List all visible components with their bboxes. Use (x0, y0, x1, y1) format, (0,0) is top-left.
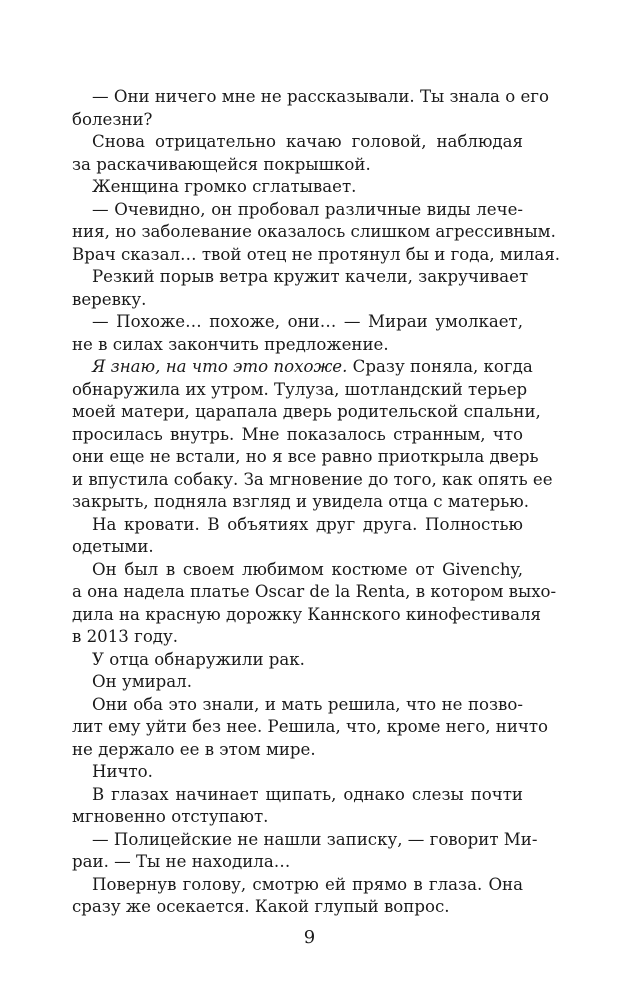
paragraph (72, 356, 553, 514)
text-line: просилась внутрь. Мне показалось странным, что (72, 424, 523, 444)
text-line: Женщина громко сглатывает. (92, 177, 357, 196)
text-line: ния, но заболевание оказалось слишком агрессивным. (72, 222, 556, 241)
text-line: веревку. (72, 289, 147, 309)
paragraph (92, 761, 523, 784)
text-line: раи. — Ты не находила… (72, 852, 291, 871)
paragraph (72, 266, 529, 311)
paragraph (72, 559, 557, 649)
text-line: они еще не встали, но я все равно приоткрыла дверь (72, 447, 539, 466)
text-line: сразу же осекается. Какой глупый вопрос. (72, 897, 450, 916)
paragraph (72, 829, 538, 874)
paragraph (92, 671, 523, 694)
text-line: Врач сказал… твой отец не протянул бы и года, милая. (72, 244, 561, 264)
paragraph (72, 199, 561, 267)
text-line: — Они ничего мне не рассказывали. Ты знала о его (92, 87, 549, 106)
text-line: мгновенно отступают. (72, 807, 269, 826)
text-line: в 2013 году. (72, 627, 179, 646)
paragraph (72, 514, 523, 559)
paragraph (92, 649, 523, 672)
page-number: 9 (303, 927, 316, 948)
text-line: обнаружила их утром. Тулуза, шотландский терьер (72, 379, 528, 399)
text-line: не держало ее в этом мире. (72, 739, 316, 759)
text-line: Ничто. (92, 762, 153, 781)
text-line: Резкий порыв ветра кружит качели, закручивает (92, 267, 529, 286)
text-line: Они оба это знали, и мать решила, что не позво- (92, 694, 523, 714)
text-line: У отца обнаружили рак. (92, 649, 305, 669)
text-line: и впустила собаку. За мгновение до того, как опять ее (72, 469, 553, 489)
paragraph (72, 311, 523, 356)
text-line: закрыть, подняла взгляд и увидела отца с матерью. (72, 492, 530, 511)
text-line: Я знаю, на что это похоже. Сразу поняла, когда (92, 357, 533, 376)
text-line: — Похоже… похоже, они… — Мираи умолкает, (92, 312, 523, 331)
paragraph (72, 874, 523, 919)
text-line: лит ему уйти без нее. Решила, что, кроме него, ничто (72, 717, 549, 736)
text-line: В глазах начинает щипать, однако слезы почти (92, 784, 523, 804)
text-line: Он был в своем любимом костюме от Givenchy, (92, 559, 523, 579)
text-line: Повернув голову, смотрю ей прямо в глаза. Она (92, 874, 523, 894)
text-line: Он умирал. (92, 672, 193, 691)
text-line: за раскачивающейся покрышкой. (72, 154, 371, 174)
body-text (72, 86, 561, 919)
paragraph (72, 131, 523, 176)
italic-lead: Я знаю, на что это похоже. (92, 357, 348, 376)
paragraph (72, 694, 549, 762)
text-line: — Полицейские не нашли записку, — говорит Ми- (92, 829, 538, 849)
text-line: моей матери, царапала дверь родительской спальни, (72, 402, 541, 421)
paragraph (92, 176, 523, 199)
text-line: Снова отрицательно качаю головой, наблюдая (92, 132, 523, 151)
paragraph (72, 86, 549, 131)
text-line: — Очевидно, он пробовал различные виды лече- (92, 199, 523, 219)
paragraph (72, 784, 523, 829)
text-line: дила на красную дорожку Каннского кинофестиваля (72, 604, 541, 624)
text-line: болезни? (72, 109, 153, 129)
text-line: а она надела платье Oscar de la Renta, в котором выхо- (72, 582, 557, 601)
text-line: На кровати. В объятиях друг друга. Полностью (92, 514, 523, 534)
text-line: не в силах закончить предложение. (72, 334, 389, 354)
text-line: одетыми. (72, 537, 154, 556)
